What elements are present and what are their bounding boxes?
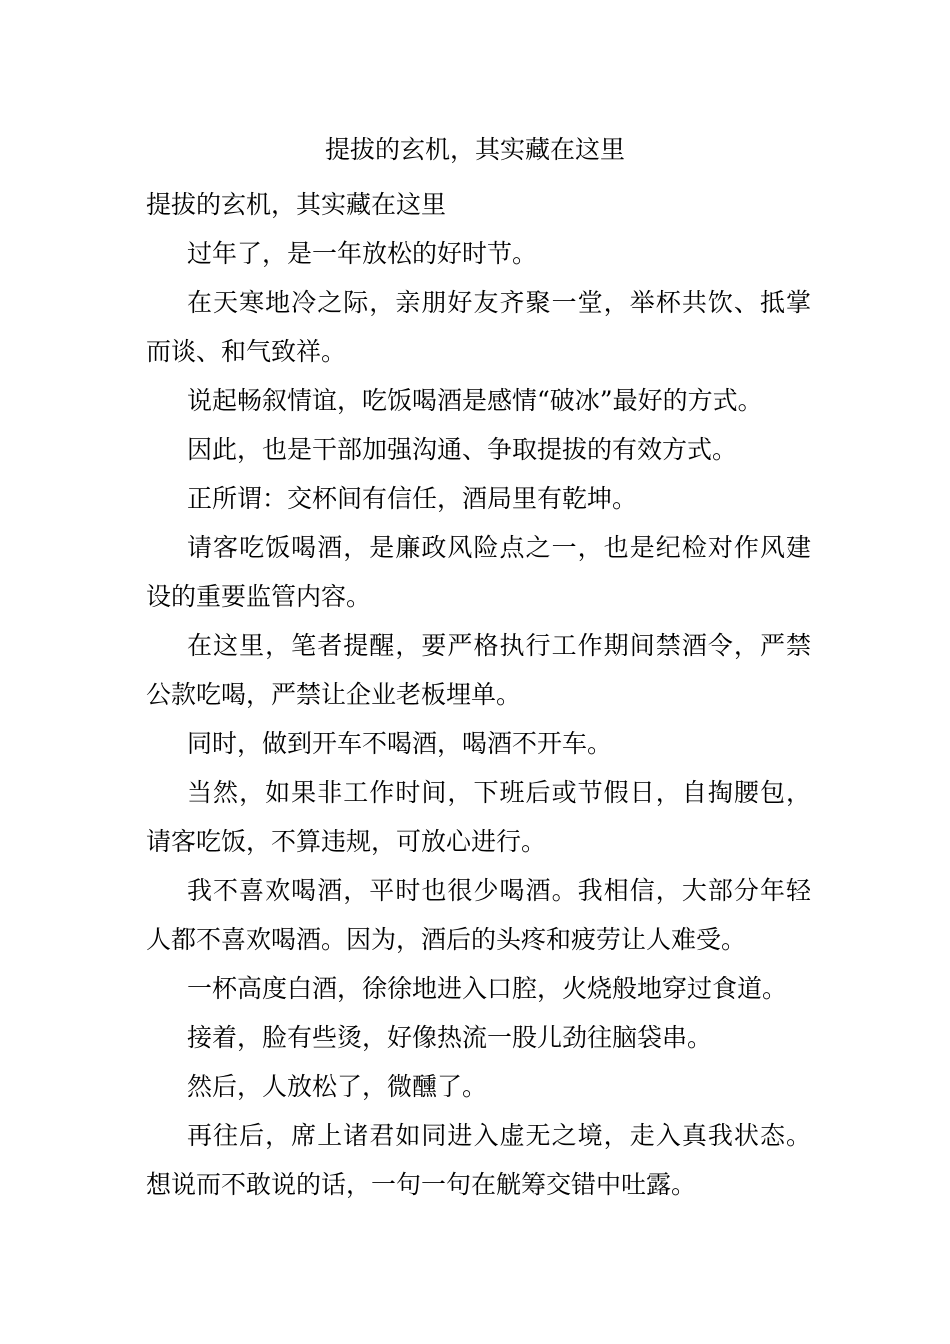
document-body	[146, 180, 811, 1209]
paragraph: 说起畅叙情谊，吃饭喝酒是感情“破冰”最好的方式。	[187, 386, 763, 415]
paragraph: 请客吃饭喝酒，是廉政风险点之一，也是纪检对作风建设的重要监管内容。	[146, 533, 811, 611]
paragraph: 过年了，是一年放松的好时节。	[187, 239, 538, 268]
paragraph: 一杯高度白酒，徐徐地进入口腔，火烧般地穿过食道。	[187, 974, 788, 1003]
paragraph: 当然，如果非工作时间，下班后或节假日，自掏腰包，请客吃饭，不算违规，可放心进行。	[146, 778, 811, 856]
paragraph: 再往后，席上诸君如同进入虚无之境，走入真我状态。想说而不敢说的话，一句一句在觥筹交错中吐露。	[146, 1121, 811, 1199]
paragraph: 在这里，笔者提醒，要严格执行工作期间禁酒令，严禁公款吃喝，严禁让企业老板埋单。	[146, 631, 811, 709]
paragraph: 同时，做到开车不喝酒，喝酒不开车。	[187, 729, 613, 758]
paragraph: 我不喜欢喝酒，平时也很少喝酒。我相信，大部分年轻人都不喜欢喝酒。因为，酒后的头疼和疲劳让人难受。	[146, 876, 811, 954]
paragraph: 然后，人放松了，微醺了。	[187, 1072, 488, 1101]
paragraph: 接着，脸有些烫，好像热流一股儿劲往脑袋串。	[187, 1023, 713, 1052]
document-title: 提拔的玄机，其实藏在这里	[324, 135, 625, 164]
paragraph: 因此，也是干部加强沟通、争取提拔的有效方式。	[187, 435, 738, 464]
paragraph: 在天寒地冷之际，亲朋好友齐聚一堂，举杯共饮、抵掌而谈、和气致祥。	[146, 288, 811, 366]
paragraph: 正所谓：交杯间有信任，酒局里有乾坤。	[187, 484, 638, 513]
paragraph-heading: 提拔的玄机，其实藏在这里	[146, 190, 447, 219]
